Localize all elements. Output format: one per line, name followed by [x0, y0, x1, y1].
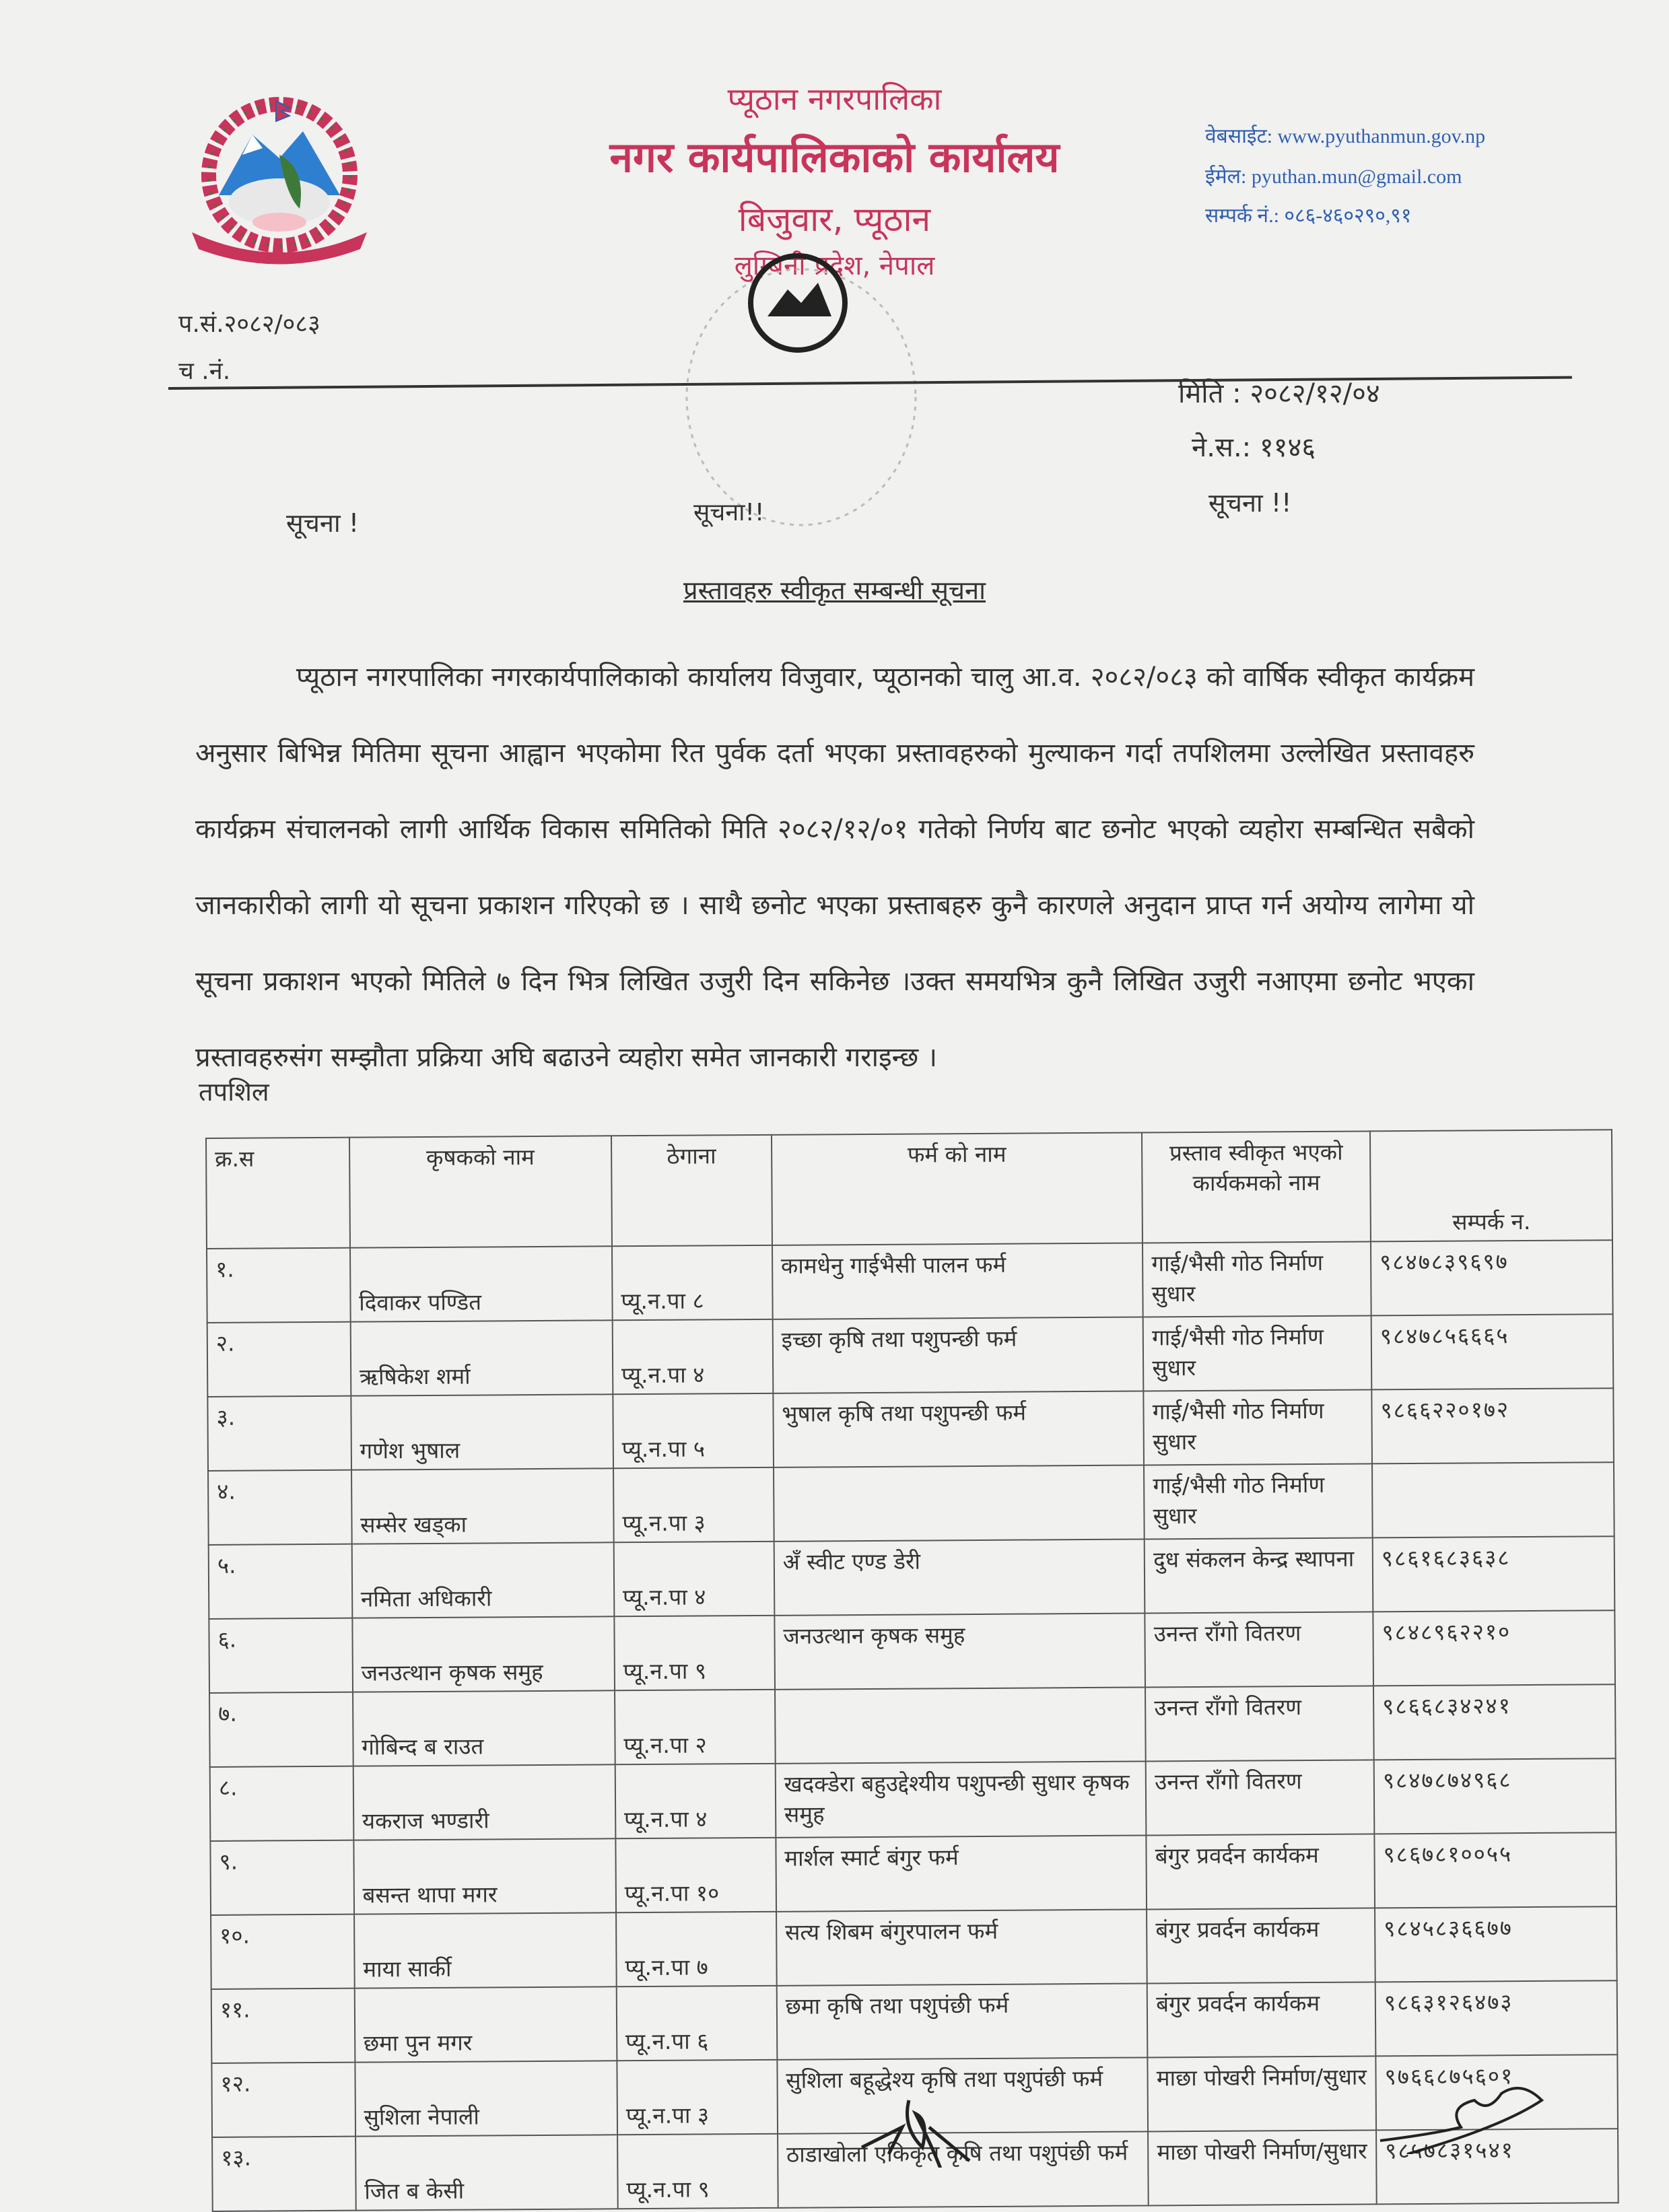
farmer-name-cell: नमिता अधिकारी: [351, 1542, 614, 1618]
header-address: ठेगाना: [611, 1135, 772, 1246]
table-row: [209, 1536, 1615, 1619]
serial-cell: ११.: [211, 1989, 355, 2063]
program-cell: गाई/भैसी गोठ निर्माण सुधार: [1143, 1241, 1371, 1317]
farmer-name-cell: सुशिला नेपाली: [355, 2061, 617, 2136]
firm-name-cell: अँ स्वीट एण्ड डेरी: [774, 1539, 1145, 1615]
proposals-table: [205, 1129, 1619, 2212]
serial-cell: ३.: [207, 1396, 351, 1471]
serial-cell: ८.: [210, 1766, 353, 1841]
table-row: [207, 1388, 1614, 1471]
address-cell: प्यू.न.पा ४: [613, 1319, 774, 1394]
farmer-name-cell: गोबिन्द ब राउत: [353, 1690, 615, 1766]
program-cell: दुध संकलन केन्द्र स्थापना: [1145, 1537, 1373, 1613]
contact-cell: ९८५७८३१५४१: [1376, 2129, 1619, 2204]
office-location: बिजुवार, प्यूठान: [738, 200, 931, 239]
serial-cell: १३.: [212, 2137, 355, 2211]
firm-name-cell: कामधेनु गाईभैसी पालन फर्म: [772, 1243, 1143, 1319]
farmer-name-cell: जित ब केसी: [355, 2135, 618, 2210]
farmer-name-cell: दिवाकर पण्डित: [350, 1246, 613, 1321]
contact-cell: ९८४८९६२२१०: [1373, 1610, 1615, 1686]
firm-name-cell: ठाडाखोला एकिकृत कृषि तथा पशुपंछी फर्म: [778, 2131, 1149, 2207]
serial-cell: १.: [207, 1248, 350, 1323]
program-cell: उनन्त राँगो वितरण: [1146, 1760, 1374, 1835]
firm-name-cell: मार्शल स्मार्ट बंगुर फर्म: [776, 1835, 1147, 1911]
signature-2: [1373, 2080, 1589, 2154]
program-cell: गाई/भैसी गोठ निर्माण सुधार: [1144, 1389, 1372, 1465]
farmer-name-cell: ऋषिकेश शर्मा: [350, 1320, 613, 1395]
notice-label-middle: सूचना!!: [693, 499, 765, 526]
address-cell: प्यू.न.पा ४: [615, 1764, 776, 1838]
firm-name-cell: भुषाल कृषि तथा पशुपन्छी फर्म: [773, 1391, 1144, 1467]
contact-cell: ९८४७८५६६६५: [1371, 1314, 1614, 1389]
serial-cell: २.: [207, 1322, 351, 1397]
contact-cell: ९८४७८७४९६८: [1374, 1758, 1616, 1834]
contact-cell: [1372, 1462, 1614, 1537]
table-row: [210, 1758, 1616, 1841]
program-cell: उनन्त राँगो वितरण: [1145, 1686, 1373, 1761]
table-row: [211, 1906, 1617, 1989]
program-cell: बंगुर प्रवर्दन कार्यकम: [1147, 1982, 1375, 2057]
dispatch-number: च .नं.: [178, 357, 231, 385]
office-seal-stamp: [667, 242, 929, 532]
table-row: [208, 1462, 1614, 1545]
contact-cell: ९८६७८१००५५: [1374, 1832, 1616, 1908]
address-cell: प्यू.न.पा १०: [615, 1838, 776, 1912]
signature-1: [855, 2087, 1003, 2168]
firm-name-cell: इच्छा कृषि तथा पशुपन्छी फर्म: [772, 1317, 1143, 1393]
program-cell: गाई/भैसी गोठ निर्माण सुधार: [1143, 1315, 1371, 1391]
program-cell: उनन्त राँगो वितरण: [1145, 1612, 1373, 1687]
header-program: प्रस्ताव स्वीकृत भएको कार्यकमको नाम: [1142, 1131, 1371, 1243]
body-paragraph: प्यूठान नगरपालिका नगरकार्यपालिकाको कार्यालय विजुवार, प्यूठानको चालु आ.व. २०८२/०८३ को वार्षिक स्वीकृत कार्यक्रम अनुसार बिभिन्न मितिमा सूचना आह्वान भएकोमा रित पुर्वक दर्ता भएका प्रस्तावहरुको मुल्याकन गर्दा तपशिलमा उल्लेखित प्रस्तावहरु कार्यक्रम संचालनको लागी आर्थिक विकास समितिको मिति २०८२/१२/०१ गतेको निर्णय बाट छनोट भएको व्यहोरा सम्बन्धित सबैको जानकारीको लागी यो सूचना प्रकाशन गरिएको छ । साथै छनोट भएका प्रस्ताबहरु कुनै कारणले अनुदान प्राप्त गर्न अयोग्य लागेमा यो सूचना प्रकाशन भएको मितिले ७ दिन भित्र लिखित उजुरी दिन सकिनेछ ।उक्त समयभित्र कुनै लिखित उजुरी नआएमा छनोट भएका प्रस्तावहरुसंग सम्झौता प्रक्रिया अघि बढाउने व्यहोरा समेत जानकारी गराइन्छ ।: [195, 662, 1474, 1073]
phone: सम्पर्क नं.: ०८६-४६०२९०,९१: [1205, 205, 1412, 227]
date: मिति : २०८२/१२/०४: [1178, 378, 1380, 409]
address-cell: प्यू.न.पा ३: [613, 1467, 774, 1542]
table-row: [207, 1240, 1613, 1323]
serial-cell: ७.: [209, 1692, 353, 1767]
farmer-name-cell: माया सार्की: [354, 1912, 617, 1988]
address-cell: प्यू.न.पा २: [615, 1690, 776, 1764]
header-firm-name: फर्म को नाम: [772, 1133, 1143, 1245]
farmer-name-cell: छमा पुन मगर: [354, 1986, 617, 2062]
program-cell: गाई/भैसी गोठ निर्माण सुधार: [1144, 1463, 1372, 1539]
address-cell: प्यू.न.पा ७: [616, 1912, 777, 1986]
farmer-name-cell: बसन्त थापा मगर: [353, 1838, 616, 1914]
office-name: नगर कार्यपालिकाको कार्यालय: [609, 133, 1060, 182]
nepal-sambat: ने.स.: ११४६: [1192, 432, 1316, 463]
contact-cell: ९८६६८३४२४१: [1373, 1684, 1616, 1760]
notice-label-left: सूचना !: [286, 508, 360, 538]
contact-cell: ९८६३१२६४७३: [1375, 1980, 1618, 2056]
serial-cell: ९.: [210, 1840, 353, 1915]
program-cell: माछा पोखरी निर्माण/सुधार: [1148, 2056, 1376, 2131]
firm-name-cell: जनउत्थान कृषक समुह: [774, 1613, 1145, 1689]
table-label: तपशिल: [199, 1077, 269, 1107]
farmer-name-cell: यकराज भण्डारी: [353, 1764, 615, 1840]
header-contact: सम्पर्क न.: [1370, 1130, 1612, 1241]
address-cell: प्यू.न.पा ९: [614, 1616, 775, 1690]
address-cell: प्यू.न.पा ३: [617, 2060, 778, 2135]
table-row: [209, 1610, 1615, 1693]
table-row: [209, 1684, 1616, 1767]
firm-name-cell: [774, 1465, 1145, 1541]
address-cell: प्यू.न.पा ८: [612, 1245, 773, 1320]
header-farmer-name: कृषकको नाम: [349, 1136, 612, 1247]
serial-cell: १२.: [211, 2063, 355, 2137]
website: वेबसाईट: www.pyuthanmun.gov.np: [1205, 125, 1486, 147]
serial-cell: ६.: [209, 1618, 352, 1693]
contact-cell: ९८४७८३९६९७: [1371, 1240, 1613, 1315]
farmer-name-cell: गणेश भुषाल: [351, 1394, 613, 1470]
contact-cell: ९७६६८७५६०१: [1375, 2054, 1618, 2130]
table-header-row: [206, 1130, 1612, 1249]
header-serial: क्र.स: [206, 1138, 350, 1249]
serial-cell: ५.: [209, 1544, 352, 1619]
fiscal-reference: प.सं.२०८२/०८३: [178, 310, 320, 338]
subject-text: प्रस्तावहरु स्वीकृत सम्बन्धी सूचना: [683, 576, 986, 605]
firm-name-cell: सत्य शिबम बंगुरपालन फर्म: [776, 1909, 1147, 1985]
firm-name-cell: खदक्डेरा बहुउद्देश्यीय पशुपन्छी सुधार कृषक समुह: [775, 1761, 1146, 1837]
address-cell: प्यू.न.पा ५: [613, 1393, 774, 1468]
address-cell: प्यू.न.पा ४: [614, 1542, 775, 1616]
contact-cell: ९८६६२२०१७२: [1371, 1388, 1614, 1463]
contact-cell: ९८४५८३६६७७: [1375, 1906, 1617, 1982]
farmer-name-cell: सम्सेर खड्का: [351, 1468, 614, 1544]
program-cell: बंगुर प्रवर्दन कार्यकम: [1147, 1834, 1375, 1909]
notice-label-right: सूचना !!: [1208, 488, 1292, 518]
province: लुम्बिनी प्रदेश, नेपाल: [734, 250, 935, 281]
table-row: [210, 1832, 1616, 1915]
program-cell: माछा पोखरी निर्माण/सुधार: [1148, 2130, 1376, 2205]
firm-name-cell: [775, 1687, 1146, 1763]
address-cell: प्यू.न.पा ९: [617, 2134, 778, 2209]
firm-name-cell: सुशिला बहूद्धेश्य कृषि तथा पशुपंछी फर्म: [777, 2057, 1148, 2133]
address-cell: प्यू.न.पा ६: [617, 1986, 778, 2061]
serial-cell: १०.: [211, 1914, 354, 1989]
firm-name-cell: छमा कृषि तथा पशुपंछी फर्म: [777, 1983, 1148, 2059]
municipality-name: प्यूठान नगरपालिका: [727, 81, 942, 117]
serial-cell: ४.: [208, 1470, 351, 1545]
contact-cell: ९८६१६८३६३८: [1373, 1536, 1615, 1612]
program-cell: बंगुर प्रवर्दन कार्यकम: [1147, 1908, 1375, 1983]
farmer-name-cell: जनउत्थान कृषक समुह: [352, 1616, 615, 1692]
subject-heading: [0, 572, 1669, 607]
table-row: [211, 1980, 1618, 2063]
table-row: [207, 1314, 1614, 1397]
email: ईमेल: pyuthan.mun@gmail.com: [1205, 166, 1462, 188]
